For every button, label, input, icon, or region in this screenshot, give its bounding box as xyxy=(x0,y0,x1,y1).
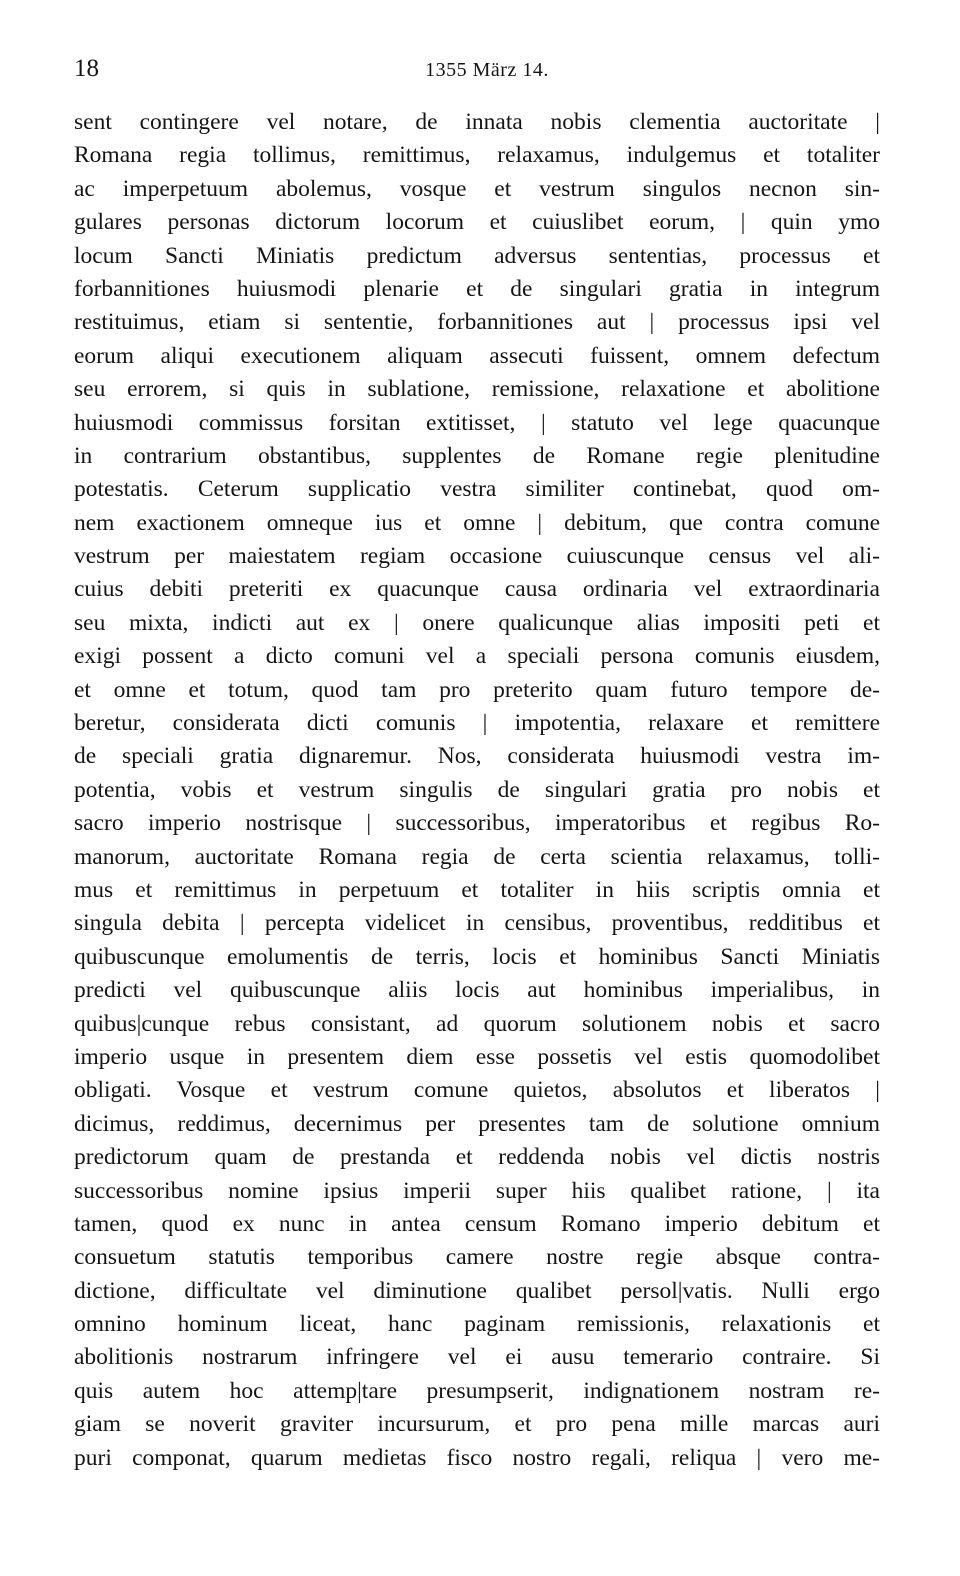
text-line: imperio usque in presentem diem esse possetis vel estis quomodolibet xyxy=(74,1043,880,1070)
text-line: obligati. Vosque et vestrum comune quietos, absolutos et liberatos | xyxy=(74,1077,880,1104)
text-line: quis autem hoc attemp|tare presumpserit, indignationem nostram re- xyxy=(74,1377,880,1404)
text-line: giam se noverit graviter incursurum, et pro pena mille marcas auri xyxy=(74,1411,880,1438)
text-line: locum Sancti Miniatis predictum adversus sententias, processus et xyxy=(74,242,880,269)
text-line: dicimus, reddimus, decernimus per presentes tam de solutione omnium xyxy=(74,1110,880,1137)
text-line: mus et remittimus in perpetuum et totaliter in hiis scriptis omnia et xyxy=(74,876,880,903)
text-line: exigi possent a dicto comuni vel a speciali persona comunis eiusdem, xyxy=(74,643,880,670)
text-line: eorum aliqui executionem aliquam assecuti fuissent, omnem defectum xyxy=(74,342,880,369)
body-text xyxy=(74,106,880,1475)
text-line: dictione, difficultate vel diminutione qualibet persol|vatis. Nulli ergo xyxy=(74,1277,880,1304)
page-number: 18 xyxy=(74,55,99,82)
text-line: omnino hominum liceat, hanc paginam remissionis, relaxationis et xyxy=(74,1311,880,1338)
running-head: 1355 März 14. xyxy=(425,59,549,81)
text-line: predicti vel quibuscunque aliis locis aut hominibus imperialibus, in xyxy=(74,977,880,1004)
text-line: sent contingere vel notare, de innata nobis clementia auctoritate | xyxy=(74,109,880,135)
text-line: forbannitiones huiusmodi plenarie et de singulari gratia in integrum xyxy=(74,275,880,302)
text-line: in contrarium obstantibus, supplentes de Romane regie plenitudine xyxy=(74,442,880,469)
text-line: successoribus nomine ipsius imperii super hiis qualibet ratione, | ita xyxy=(74,1177,880,1204)
text-line: cuius debiti preteriti ex quacunque causa ordinaria vel extraordinaria xyxy=(74,576,880,603)
text-line: seu errorem, si quis in sublatione, remissione, relaxatione et abolitione xyxy=(74,376,880,403)
text-line: huiusmodi commissus forsitan extitisset, | statuto vel lege quacunque xyxy=(74,409,880,436)
text-line: seu mixta, indicti aut ex | onere qualicunque alias impositi peti et xyxy=(74,609,880,636)
text-line: et omne et totum, quod tam pro preterito quam futuro tempore de- xyxy=(74,676,880,703)
text-line: quibus|cunque rebus consistant, ad quorum solutionem nobis et sacro xyxy=(74,1010,880,1037)
text-line: sacro imperio nostrisque | successoribus, imperatoribus et regibus Ro- xyxy=(74,810,880,837)
text-line: singula debita | percepta videlicet in censibus, proventibus, redditibus et xyxy=(74,910,880,937)
text-line: nem exactionem omneque ius et omne | debitum, que contra comune xyxy=(74,509,880,536)
text-line: consuetum statutis temporibus camere nostre regie absque contra- xyxy=(74,1244,880,1271)
text-line: Romana regia tollimus, remittimus, relaxamus, indulgemus et totaliter xyxy=(74,142,880,169)
text-line: restituimus, etiam si sententie, forbannitiones aut | processus ipsi vel xyxy=(74,309,880,336)
text-line: ac imperpetuum abolemus, vosque et vestrum singulos necnon sin- xyxy=(74,175,880,202)
text-line: predictorum quam de prestanda et reddenda nobis vel dictis nostris xyxy=(74,1144,880,1171)
text-line: abolitionis nostrarum infringere vel ei ausu temerario contraire. Si xyxy=(74,1344,880,1371)
text-line: quibuscunque emolumentis de terris, locis et hominibus Sancti Miniatis xyxy=(74,943,880,970)
text-line: manorum, auctoritate Romana regia de certa scientia relaxamus, tolli- xyxy=(74,843,880,870)
text-line: de speciali gratia dignaremur. Nos, considerata huiusmodi vestra im- xyxy=(74,743,880,770)
text-line: potestatis. Ceterum supplicatio vestra similiter continebat, quod om- xyxy=(74,476,880,503)
text-line: tamen, quod ex nunc in antea censum Romano imperio debitum et xyxy=(74,1210,880,1237)
text-line: puri componat, quarum medietas fisco nostro regali, reliqua | vero me- xyxy=(74,1444,880,1471)
text-line: gulares personas dictorum locorum et cuiuslibet eorum, | quin ymo xyxy=(74,209,880,236)
text-line: potentia, vobis et vestrum singulis de singulari gratia pro nobis et xyxy=(74,776,880,803)
text-line: beretur, considerata dicti comunis | impotentia, relaxare et remittere xyxy=(74,710,880,737)
page-header xyxy=(74,52,880,86)
text-line: vestrum per maiestatem regiam occasione cuiuscunque census vel ali- xyxy=(74,543,880,570)
